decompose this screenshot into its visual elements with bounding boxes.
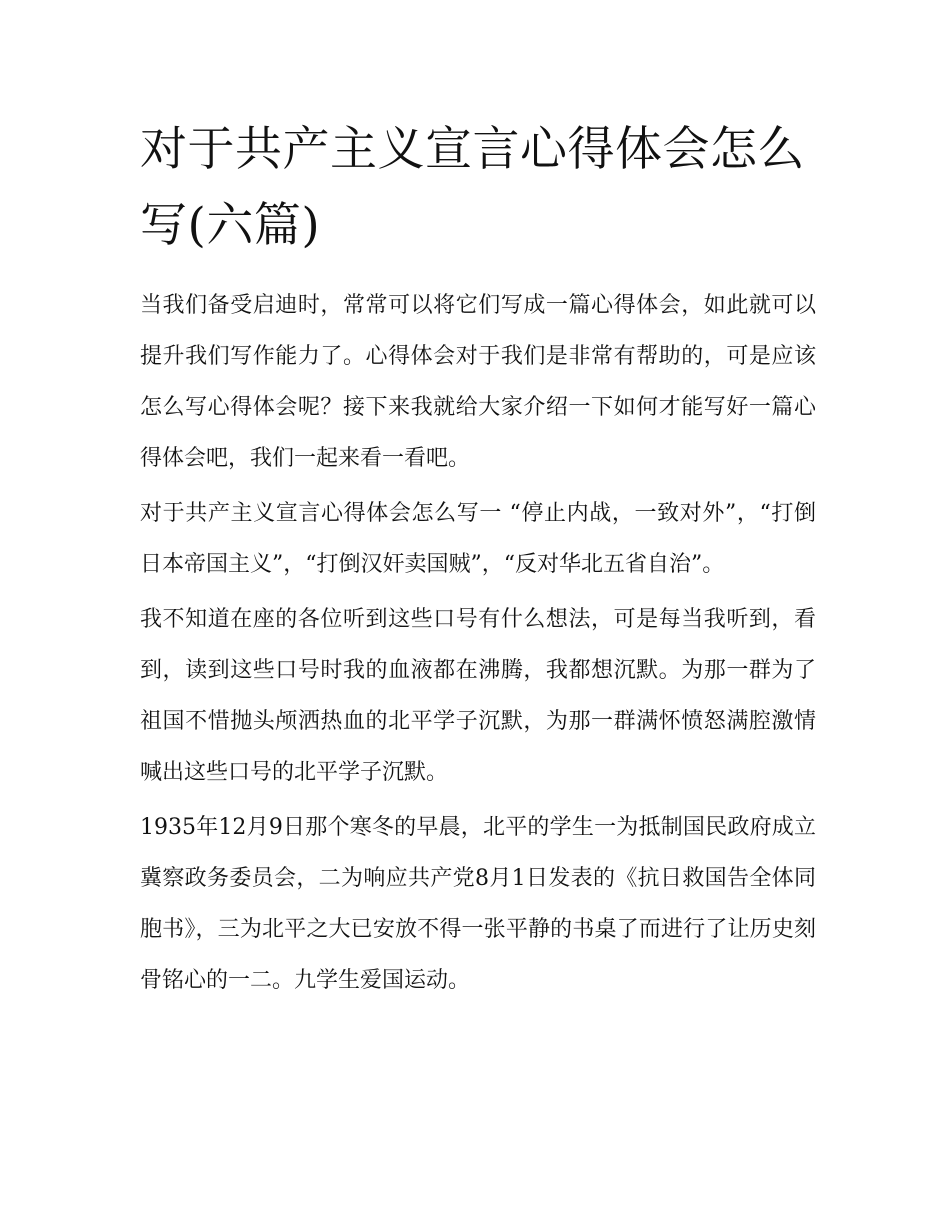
document-title: 对于共产主义宣言心得体会怎么写(六篇) xyxy=(140,122,805,253)
paragraph-intro: 当我们备受启迪时，常常可以将它们写成一篇心得体会，如此就可以提升我们写作能力了。心得体会对于我们是非常有帮助的，可是应该怎么写心得体会呢？接下来我就给大家介绍一下如何才能写好一篇心得体会吧，我们一起来看一看吧。 xyxy=(140,293,816,471)
paragraph-reflection: 我不知道在座的各位听到这些口号有什么想法，可是每当我听到，看到，读到这些口号时我的血液都在沸腾，我都想沉默。为那一群为了祖国不惜抛头颅洒热血的北平学子沉默，为那一群满怀愤怒满腔激情喊出这些口号的北平学子沉默。 xyxy=(140,607,816,785)
paragraph-history: 1935年12月9日那个寒冬的早晨，北平的学生一为抵制国民政府成立冀察政务委员会，二为响应共产党8月1日发表的《抗日救国告全体同胞书》，三为北平之大已安放不得一张平静的书桌了而进行了让历史刻骨铭心的一二。九学生爱国运动。 xyxy=(140,815,816,993)
paragraph-slogans: 对于共产主义宣言心得体会怎么写一 “停止内战，一致对外”，“打倒日本帝国主义”，“打倒汉奸卖国贼”，“反对华北五省自治”。 xyxy=(140,501,816,577)
document-body xyxy=(140,280,816,1006)
document-page xyxy=(140,112,816,1010)
